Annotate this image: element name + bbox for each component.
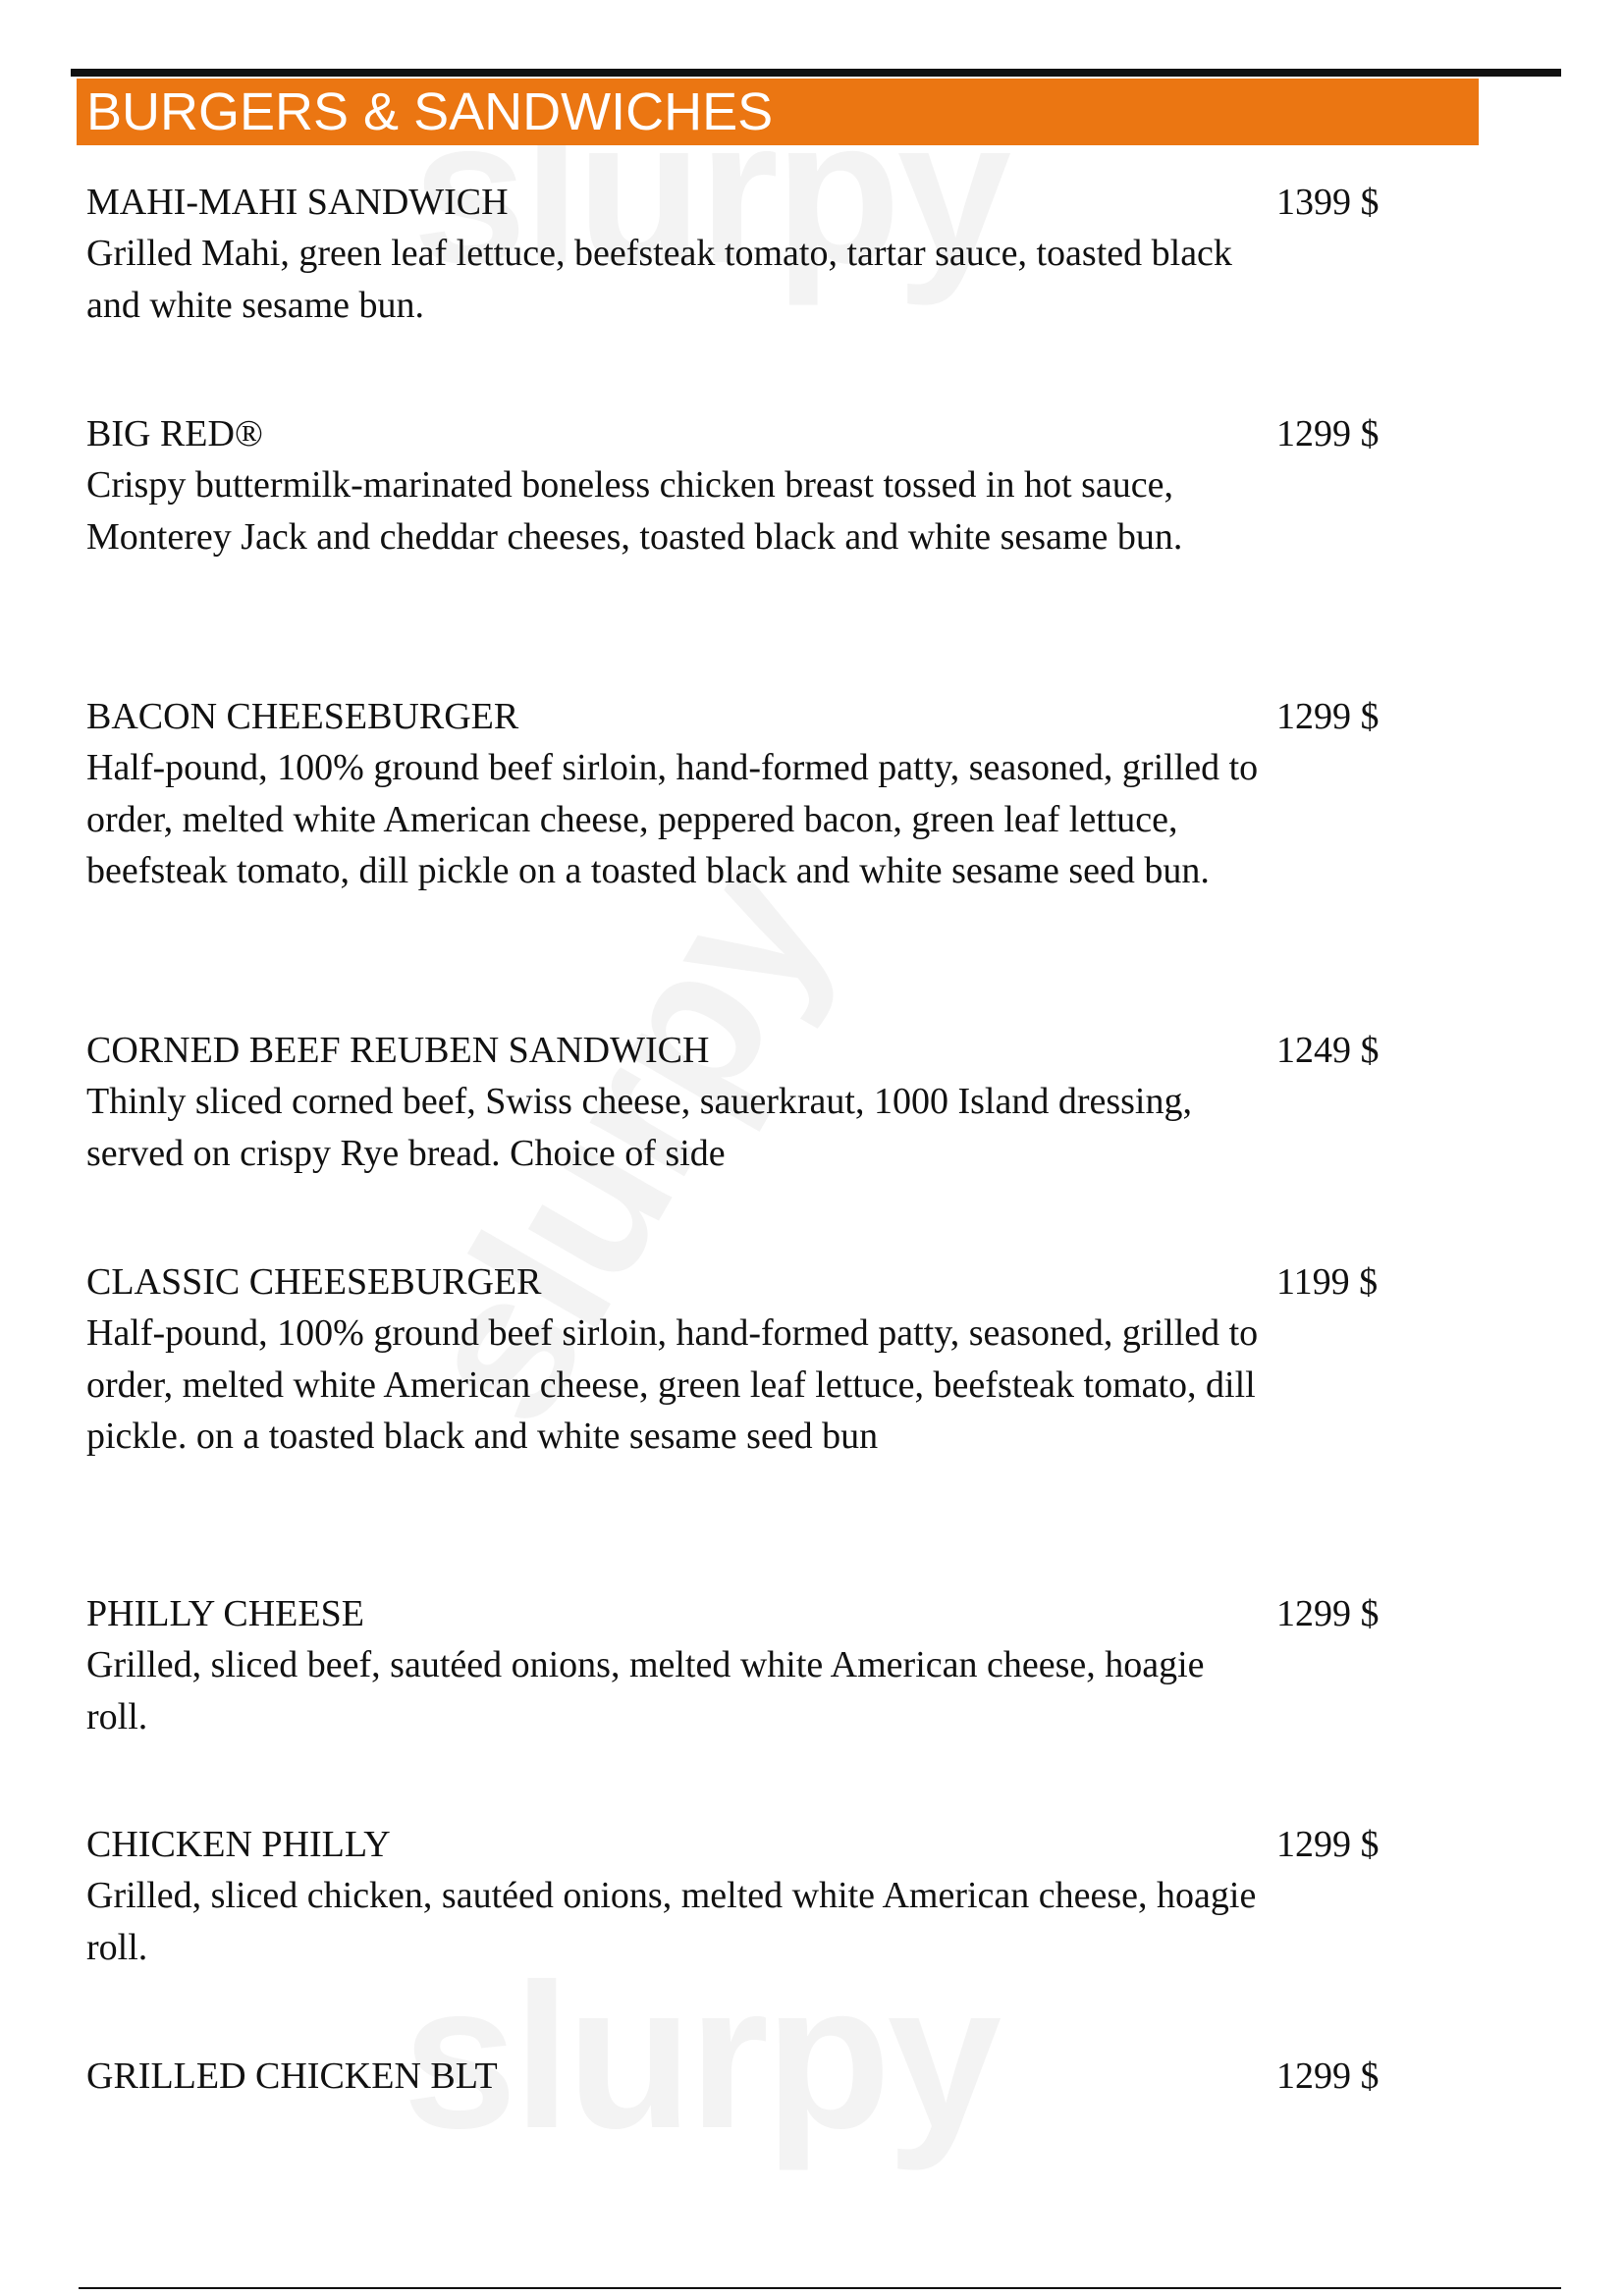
- item-price: 1299 $: [1276, 696, 1380, 737]
- item-description: Grilled Mahi, green leaf lettuce, beefsteak tomato, tartar sauce, toasted black and white sesame bun.: [86, 233, 1232, 326]
- item-description: Half-pound, 100% ground beef sirloin, hand-formed patty, seasoned, grilled to order, melted white American cheese, peppered bacon, green leaf lettuce, beefsteak tomato, dill pickle on a toasted black and white sesame seed bun.: [86, 747, 1259, 891]
- item-name: CORNED BEEF REUBEN SANDWICH: [86, 1030, 710, 1071]
- item-description: Crispy buttermilk-marinated boneless chicken breast tossed in hot sauce, Monterey Jack and cheddar cheeses, toasted black and white sesame bun.: [86, 464, 1183, 558]
- bottom-rule: [79, 2287, 1561, 2289]
- menu-item: [86, 1256, 1422, 1463]
- item-price: 1299 $: [1276, 1593, 1380, 1634]
- item-name: GRILLED CHICKEN BLT: [86, 2056, 498, 2097]
- item-description: Grilled, sliced beef, sautéed onions, melted white American cheese, hoagie roll.: [86, 1644, 1205, 1737]
- item-name: BIG RED®: [86, 413, 263, 454]
- item-name: PHILLY CHEESE: [86, 1593, 364, 1634]
- item-price: 1299 $: [1276, 1824, 1380, 1865]
- menu-item: [86, 2051, 1422, 2102]
- item-name: MAHI-MAHI SANDWICH: [86, 182, 509, 223]
- item-description: Thinly sliced corned beef, Swiss cheese, sauerkraut, 1000 Island dressing, served on crispy Rye bread. Choice of side: [86, 1081, 1192, 1174]
- menu-item: [86, 1025, 1422, 1179]
- menu-item: [86, 1819, 1422, 1973]
- item-price: 1199 $: [1276, 1261, 1379, 1303]
- item-name: CLASSIC CHEESEBURGER: [86, 1261, 542, 1303]
- item-description: Half-pound, 100% ground beef sirloin, hand-formed patty, seasoned, grilled to order, melted white American cheese, green leaf lettuce, beefsteak tomato, dill pickle. on a toasted black and white sesame seed bun: [86, 1312, 1259, 1457]
- item-price: 1249 $: [1276, 1030, 1380, 1071]
- top-rule: [71, 69, 1561, 77]
- menu-item: [86, 1588, 1422, 1742]
- section-title: BURGERS & SANDWICHES: [86, 82, 774, 141]
- item-name: BACON CHEESEBURGER: [86, 696, 519, 737]
- item-price: 1299 $: [1276, 413, 1380, 454]
- item-price: 1399 $: [1276, 182, 1380, 223]
- section-header: [77, 79, 1479, 145]
- item-description: Grilled, sliced chicken, sautéed onions, melted white American cheese, hoagie roll.: [86, 1875, 1257, 1968]
- menu-item: [86, 177, 1422, 331]
- menu-item: [86, 408, 1422, 562]
- menu-item: [86, 691, 1422, 897]
- item-price: 1299 $: [1276, 2056, 1380, 2097]
- item-name: CHICKEN PHILLY: [86, 1824, 391, 1865]
